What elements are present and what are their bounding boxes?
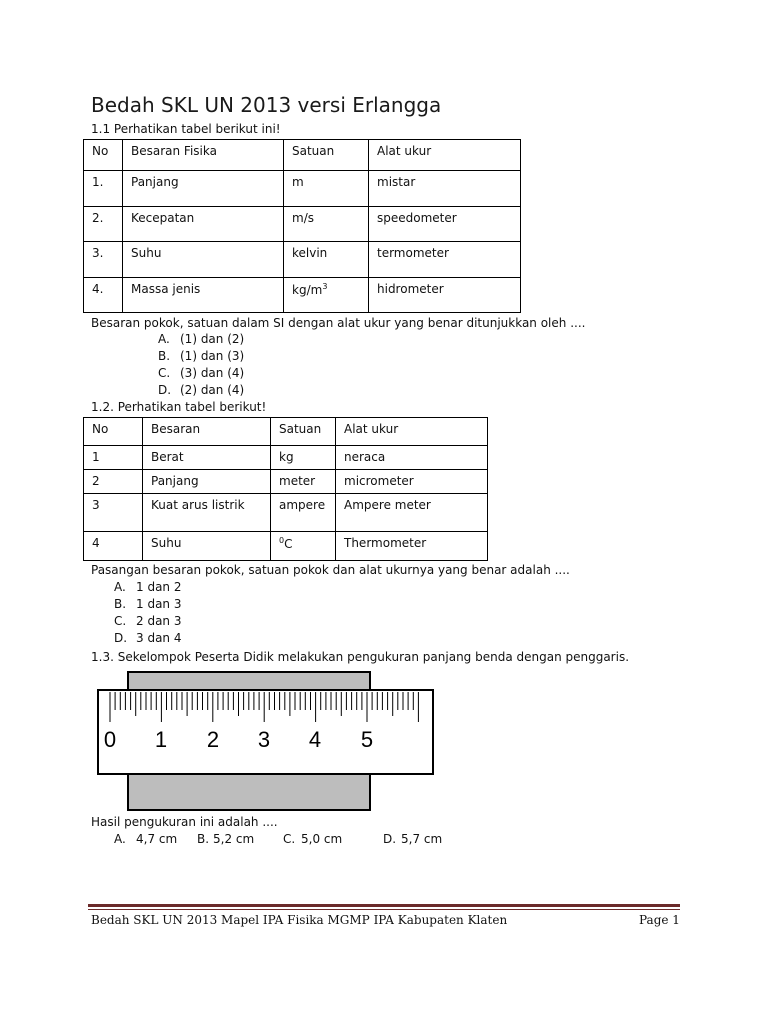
option-text: 1 dan 2 xyxy=(136,580,182,594)
superscript-0: 0 xyxy=(279,536,285,545)
q2-header-no: No xyxy=(84,418,143,446)
cell-no: 4. xyxy=(84,278,123,313)
table-row xyxy=(84,532,488,561)
cell-satuan xyxy=(271,446,336,470)
satuan-text: kelvin xyxy=(292,246,328,260)
footer-rule-thin xyxy=(88,909,680,910)
footer-rule-thick xyxy=(88,904,680,907)
q2-option-b xyxy=(114,597,181,611)
cell-alat: hidrometer xyxy=(369,278,521,313)
q2-question: Pasangan besaran pokok, satuan pokok dan alat ukurnya yang benar adalah .... xyxy=(91,563,570,577)
ruler-figure xyxy=(97,671,437,813)
satuan-text: kg xyxy=(279,450,294,464)
option-text: (3) dan (4) xyxy=(180,366,245,380)
satuan-text: m/s xyxy=(292,211,314,225)
ruler-number-5: 5 xyxy=(360,727,374,752)
cell-alat: speedometer xyxy=(369,207,521,242)
measured-object-top xyxy=(128,672,370,690)
q1-option-a xyxy=(158,332,244,346)
q3-option-b xyxy=(197,832,254,846)
option-label: C. xyxy=(114,614,127,628)
cell-besaran: Suhu xyxy=(123,242,284,278)
cell-besaran: Kuat arus listrik xyxy=(143,494,271,532)
satuan-text: ampere xyxy=(279,498,326,512)
option-label: D. xyxy=(383,832,397,846)
cell-alat: mistar xyxy=(369,171,521,207)
q3-option-c xyxy=(283,832,342,846)
table-row xyxy=(84,494,488,532)
q2-option-c xyxy=(114,614,181,628)
table-row xyxy=(84,242,521,278)
q1-header-no: No xyxy=(84,140,123,171)
q3-heading: 1.3. Sekelompok Peserta Didik melakukan pengukuran panjang benda dengan penggaris. xyxy=(91,650,630,664)
option-text: (1) dan (3) xyxy=(180,349,245,363)
cell-besaran: Massa jenis xyxy=(123,278,284,313)
q3-option-a xyxy=(114,832,177,846)
cell-alat: neraca xyxy=(336,446,488,470)
option-label: B. xyxy=(158,349,171,363)
option-label: A. xyxy=(114,832,126,846)
page-number: Page 1 xyxy=(639,913,680,927)
q1-heading: 1.1 Perhatikan tabel berikut ini! xyxy=(91,122,281,136)
cell-no: 4 xyxy=(84,532,143,561)
q2-option-a xyxy=(114,580,181,594)
option-text: 2 dan 3 xyxy=(136,614,182,628)
q1-option-c xyxy=(158,366,244,380)
cell-satuan xyxy=(271,494,336,532)
ruler-number-0: 0 xyxy=(103,727,117,752)
measured-object-bottom xyxy=(128,774,370,810)
q1-option-b xyxy=(158,349,244,363)
option-text: 5,2 cm xyxy=(213,832,255,846)
q2-header-alat: Alat ukur xyxy=(336,418,488,446)
cell-satuan xyxy=(284,242,369,278)
option-label: A. xyxy=(158,332,170,346)
option-text: (2) dan (4) xyxy=(180,383,245,397)
q2-header-besaran: Besaran xyxy=(143,418,271,446)
option-text: 5,0 cm xyxy=(301,832,343,846)
table-row xyxy=(84,278,521,313)
footer-text: Bedah SKL UN 2013 Mapel IPA Fisika MGMP IPA Kabupaten Klaten xyxy=(91,913,508,927)
q1-table-header-row xyxy=(84,140,521,171)
q2-option-d xyxy=(114,631,181,645)
table-row xyxy=(84,470,488,494)
superscript-3: 3 xyxy=(322,282,328,291)
cell-satuan xyxy=(284,207,369,242)
table-row xyxy=(84,446,488,470)
cell-alat: termometer xyxy=(369,242,521,278)
q1-option-d xyxy=(158,383,244,397)
option-label: C. xyxy=(158,366,171,380)
cell-satuan xyxy=(284,278,369,313)
option-text: (1) dan (2) xyxy=(180,332,245,346)
option-label: D. xyxy=(158,383,172,397)
option-label: B. xyxy=(114,597,127,611)
q2-table-header-row xyxy=(84,418,488,446)
q1-table xyxy=(83,139,521,313)
option-label: C. xyxy=(283,832,296,846)
option-label: D. xyxy=(114,631,128,645)
ruler-number-2: 2 xyxy=(206,727,220,752)
q2-table xyxy=(83,417,488,561)
satuan-text: C xyxy=(284,537,293,551)
q1-question: Besaran pokok, satuan dalam SI dengan alat ukur yang benar ditunjukkan oleh .... xyxy=(91,316,586,330)
cell-besaran: Panjang xyxy=(143,470,271,494)
option-text: 3 dan 4 xyxy=(136,631,182,645)
option-text: 4,7 cm xyxy=(136,832,178,846)
option-label: B. xyxy=(197,832,210,846)
ruler-number-3: 3 xyxy=(257,727,271,752)
q1-header-besaran: Besaran Fisika xyxy=(123,140,284,171)
q1-header-alat: Alat ukur xyxy=(369,140,521,171)
satuan-text: m xyxy=(292,175,304,189)
table-row xyxy=(84,207,521,242)
q2-heading: 1.2. Perhatikan tabel berikut! xyxy=(91,400,267,414)
q3-option-d xyxy=(383,832,442,846)
cell-no: 2 xyxy=(84,470,143,494)
cell-besaran: Panjang xyxy=(123,171,284,207)
cell-satuan xyxy=(271,470,336,494)
q3-question: Hasil pengukuran ini adalah .... xyxy=(91,815,278,829)
cell-no: 3 xyxy=(84,494,143,532)
table-row xyxy=(84,171,521,207)
document-title: Bedah SKL UN 2013 versi Erlangga xyxy=(91,93,442,117)
cell-besaran: Suhu xyxy=(143,532,271,561)
cell-satuan xyxy=(271,532,336,561)
cell-alat: micrometer xyxy=(336,470,488,494)
ruler-number-1: 1 xyxy=(154,727,168,752)
option-text: 5,7 cm xyxy=(401,832,443,846)
cell-no: 1. xyxy=(84,171,123,207)
satuan-text: kg/m xyxy=(292,283,323,297)
cell-alat: Thermometer xyxy=(336,532,488,561)
cell-besaran: Kecepatan xyxy=(123,207,284,242)
cell-alat: Ampere meter xyxy=(336,494,488,532)
q2-header-satuan: Satuan xyxy=(271,418,336,446)
cell-no: 1 xyxy=(84,446,143,470)
cell-besaran: Berat xyxy=(143,446,271,470)
option-text: 1 dan 3 xyxy=(136,597,182,611)
satuan-text: meter xyxy=(279,474,316,488)
option-label: A. xyxy=(114,580,126,594)
ruler-number-4: 4 xyxy=(308,727,322,752)
cell-satuan xyxy=(284,171,369,207)
q1-header-satuan: Satuan xyxy=(284,140,369,171)
cell-no: 3. xyxy=(84,242,123,278)
cell-no: 2. xyxy=(84,207,123,242)
